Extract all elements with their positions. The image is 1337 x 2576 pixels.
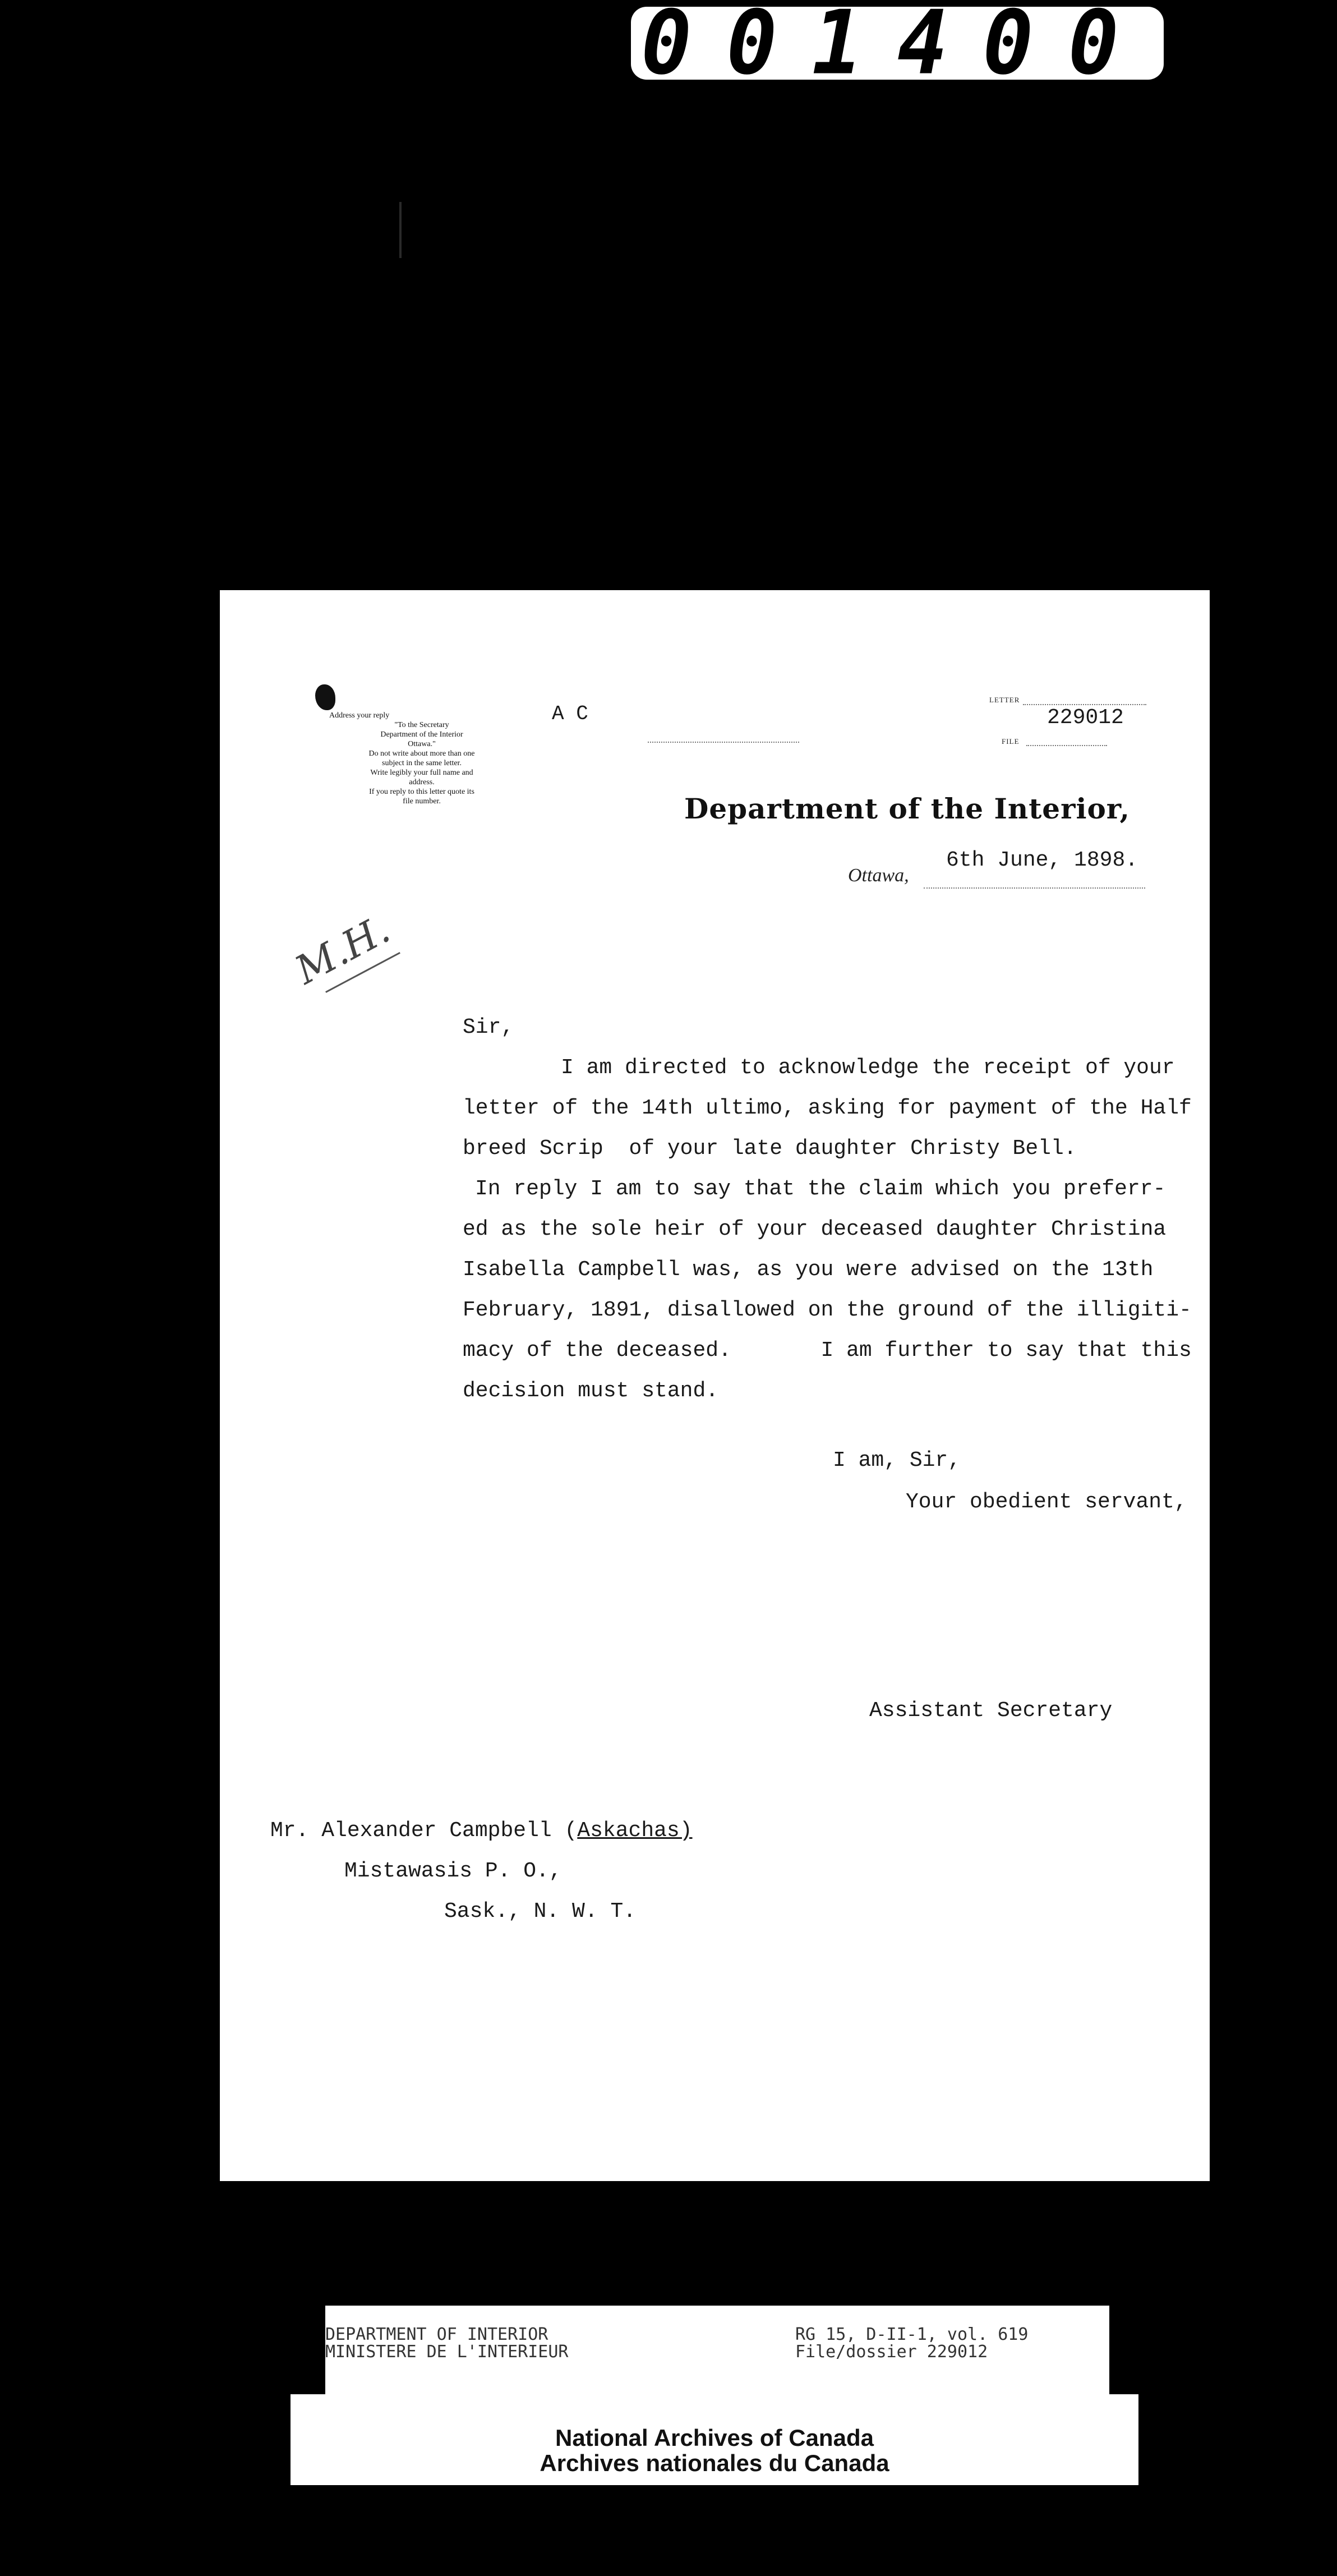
recipient-line: Mistawasis P. O.,	[344, 1859, 562, 1883]
place-name: Ottawa,	[848, 865, 909, 886]
closing-line: Your obedient servant,	[906, 1490, 1187, 1514]
reply-instruction-line: file number.	[403, 797, 441, 806]
recipient-line	[270, 1819, 693, 1843]
body-line: Isabella Campbell was, as you were advised on the 13th	[463, 1258, 1154, 1282]
body-line: ed as the sole heir of your deceased daughter Christina	[463, 1217, 1167, 1241]
reply-instruction-line: address.	[409, 778, 435, 786]
salutation: Sir,	[463, 1015, 514, 1039]
closing-line: I am, Sir,	[833, 1448, 961, 1473]
reply-instruction-line: subject in the same letter.	[382, 759, 462, 767]
ink-blot	[315, 684, 335, 710]
archive-reference-strip	[325, 2306, 1109, 2398]
archives-label	[291, 2394, 1138, 2485]
letter-date: 6th June, 1898.	[946, 848, 1138, 872]
reply-instruction-line: Write legibly your full name and	[370, 769, 473, 777]
scan-artifact	[399, 202, 402, 258]
file-label: FILE	[1002, 737, 1020, 746]
letter-page	[220, 590, 1210, 2181]
body-line: letter of the 14th ultimo, asking for payment of the Half	[463, 1096, 1192, 1120]
dotted-rule	[1023, 704, 1146, 705]
reply-instructions	[329, 711, 497, 806]
body-line: I am directed to acknowledge the receipt of your	[561, 1056, 1175, 1080]
clerk-initials: A C	[552, 702, 588, 725]
reply-instruction-line: Address your reply	[329, 711, 390, 720]
reply-instruction-line: If you reply to this letter quote its	[369, 788, 474, 796]
dotted-rule	[648, 742, 799, 743]
archives-name-en: National Archives of Canada	[555, 2425, 874, 2451]
archive-department-fr: MINISTERE DE L'INTERIEUR	[325, 2342, 569, 2362]
reply-instruction-line: Ottawa."	[408, 740, 436, 748]
dotted-rule	[924, 887, 1145, 889]
archive-record-group: RG 15, D-II-1, vol. 619	[795, 2325, 1029, 2344]
reply-instruction-line: Do not write about more than one	[368, 749, 475, 758]
letter-number: 229012	[1047, 706, 1124, 730]
body-line: decision must stand.	[463, 1379, 719, 1403]
recipient-line: Sask., N. W. T.	[444, 1899, 637, 1924]
frame-number-plate	[631, 0, 1164, 95]
archive-file-number: File/dossier 229012	[795, 2342, 988, 2362]
reply-instruction-line: "To the Secretary	[394, 721, 449, 729]
archive-department-en: DEPARTMENT OF INTERIOR	[325, 2325, 548, 2344]
department-heading: Department of the Interior,	[684, 792, 1130, 825]
body-line: breed Scrip of your late daughter Christy Bell.	[463, 1137, 1077, 1161]
recipient-name: Mr. Alexander Campbell (	[270, 1819, 578, 1843]
body-line: February, 1891, disallowed on the ground of the illigiti-	[463, 1298, 1192, 1322]
dotted-rule	[1026, 745, 1107, 746]
letter-label: LETTER	[989, 696, 1020, 704]
signature-title: Assistant Secretary	[869, 1699, 1113, 1723]
reply-instruction-line: Department of the Interior	[380, 730, 463, 739]
frame-number: 001400	[641, 0, 1154, 95]
archives-name-fr: Archives nationales du Canada	[540, 2450, 889, 2476]
body-line: macy of the deceased. I am further to say that this	[463, 1338, 1192, 1363]
recipient-alias: Askachas)	[577, 1819, 693, 1843]
body-line: In reply I am to say that the claim which you preferr-	[475, 1177, 1166, 1201]
handwritten-initials: M.H.	[288, 906, 398, 993]
